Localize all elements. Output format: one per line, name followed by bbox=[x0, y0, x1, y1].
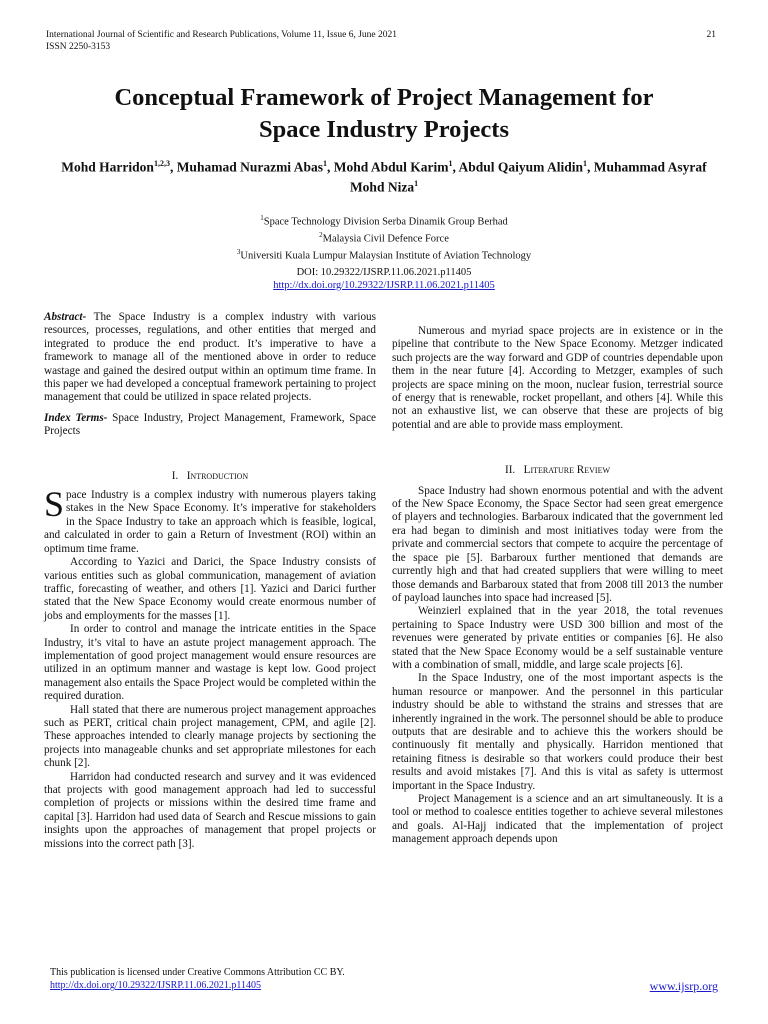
intro-paragraph-1 bbox=[44, 484, 376, 556]
paper-title bbox=[40, 82, 728, 146]
author-affil-mark: 1 bbox=[448, 159, 453, 168]
footer-doi-link[interactable]: http://dx.doi.org/10.29322/IJSRP.11.06.2021.p11405 bbox=[50, 980, 262, 991]
author-name: , Muhamad Nurazmi Abas bbox=[169, 159, 323, 175]
affil-mark: 1 bbox=[260, 214, 264, 222]
journal-website-link[interactable]: www.ijsrp.org bbox=[649, 979, 718, 993]
intro-paragraph-4: Hall stated that there are numerous project management approaches such as PERT, critical chain project management, CPM, and agile [2]. These approaches intended to clearly manage projects by sectioning the projects into manageable chunks and set appropriate milestones for each chunk [2]. bbox=[44, 703, 376, 770]
drop-cap: S bbox=[44, 484, 65, 525]
affil-text: Space Technology Division Serba Dinamik Group Berhad bbox=[263, 216, 508, 228]
author-name: Mohd Harridon bbox=[61, 159, 154, 175]
title-line-1: Conceptual Framework of Project Management for bbox=[114, 84, 654, 111]
author-affil-mark: 1 bbox=[322, 159, 327, 168]
intro-paragraph-5: Harridon had conducted research and survey and it was evidenced that projects with good management approach had led to successful completion of projects or missions within the desired time frame and capital [3]. Harridon had used data of Search and Rescue missions to gain insights upon the approaches of management that propel projects or missions into the correct path [3]. bbox=[44, 770, 376, 850]
affiliation-3 bbox=[46, 246, 722, 263]
doi-text: DOI: 10.29322/IJSRP.11.06.2021.p11405 bbox=[296, 267, 472, 278]
page-number: 21 bbox=[706, 30, 716, 40]
section-heading-literature-review bbox=[392, 464, 723, 477]
affiliation-2 bbox=[46, 229, 722, 246]
page-footer bbox=[50, 966, 718, 992]
affil-text: Malaysia Civil Defence Force bbox=[322, 233, 449, 245]
section-number: II. bbox=[504, 464, 516, 477]
index-terms bbox=[44, 412, 376, 439]
author-name: , Muhammad Asyraf Mohd Niza bbox=[349, 159, 707, 194]
right-column bbox=[392, 325, 723, 847]
lit-paragraph-4: Project Management is a science and an art simultaneously. It is a tool or method to coalesce entities together to achieve several milestones and goals. Al-Hajj indicated that the implementation of project management approach depends upon bbox=[392, 793, 723, 846]
section-number: I. bbox=[171, 469, 179, 482]
author-name: , Mohd Abdul Karim bbox=[326, 159, 449, 175]
section-title: Literature Review bbox=[523, 464, 611, 477]
author-affil-mark: 1 bbox=[583, 159, 588, 168]
license-text: This publication is licensed under Creative Commons Attribution CC BY. bbox=[50, 967, 345, 978]
affil-mark: 3 bbox=[236, 248, 241, 256]
author-affil-mark: 1,2,3 bbox=[153, 159, 170, 168]
running-header bbox=[46, 29, 716, 53]
abstract bbox=[44, 311, 376, 405]
doi-block bbox=[46, 266, 722, 292]
right-intro-paragraph: Numerous and myriad space projects are in existence or in the pipeline that contribute to the New Space Economy. Metzger indicated such projects are the way forward and GDP of countries dependable upon them in the near future [4]. According to Metzger, examples of such projects are space mining on the moon, nuclear fusion, terrestrial source of energy that is renewable, rocket propellant, and others [4]. While this not an exhaustive list, we can observe that these are projects of big potential and are able to provide mass employment. bbox=[392, 325, 723, 431]
affil-text: Universiti Kuala Lumpur Malaysian Institute of Aviation Technology bbox=[240, 250, 532, 262]
intro-paragraph-3: In order to control and manage the intricate entities in the Space Industry, it’s vital to have an astute project management approach. The implementation of good project management would ensure resources are utilized in an optimum manner and wastage is kept low. Good project management also entails the Space Project would be completed within the required duration. bbox=[44, 623, 376, 703]
intro-paragraph-2: According to Yazici and Darici, the Space Industry consists of various entities such as global communication, management of aviation traffic, forecasting of weather, and others [1]. Yazici and Darici further stated that the New Space Economy would create enormous number of jobs and employments for the masses [1]. bbox=[44, 556, 376, 622]
affiliations bbox=[46, 212, 722, 263]
doi-link[interactable]: http://dx.doi.org/10.29322/IJSRP.11.06.2021.p11405 bbox=[273, 280, 495, 291]
abstract-text: The Space Industry is a complex industry with various resources, processes, regulations, and other entities that merged and integrated to produce the end product. It’s imperative to have a framework to manage all of the mentioned above in order to reduce wastage and gained the desired output within an optimum time frame. In this paper we had developed a conceptual framework pertaining to project management that could be utilized in space related projects. bbox=[44, 311, 376, 404]
lit-paragraph-1: Space Industry had shown enormous potential and with the advent of the New Space Economy, the Space Sector had seen great emergence of players and technologies. Barbaroux indicated that the government led era had began to diminish and most initiatives today were from the private and commercial sectors that compete to acquire the percentage of the space pie [5]. Barbaroux further mentioned that demands are currently high and that had created suppliers that were willing to meet those demands and Barbaroux stated that from 2008 till 2013 the number of payload launches into space had increased [5]. bbox=[392, 484, 723, 604]
index-terms-text: Space Industry, Project Management, Framework, Space Projects bbox=[44, 411, 376, 438]
author-list bbox=[46, 156, 722, 195]
title-line-2: Space Industry Projects bbox=[259, 116, 509, 143]
section-title: Introduction bbox=[186, 469, 249, 482]
author-affil-mark: 1 bbox=[414, 178, 419, 188]
left-column bbox=[44, 311, 376, 851]
paragraph-text: pace Industry is a complex industry with numerous players taking stakes in the New Space Economy. It’s imperative for stakeholders in the Space Industry to take an approach which is feasible, logical, and calculated in order to gain a Return of Investment (ROI) within an optimum time frame. bbox=[44, 489, 376, 555]
index-terms-label: Index Terms- bbox=[44, 411, 108, 424]
lit-paragraph-2: Weinzierl explained that in the year 2018, the total revenues pertaining to Space Industry were USD 300 billion and most of the revenues were generated by private entities or companies [6]. He also stated that the New Space Economy would be a self sustainable venture with a combination of small, middle, and large scale projects [6]. bbox=[392, 605, 723, 671]
section-heading-introduction bbox=[44, 470, 376, 483]
author-name: , Abdul Qaiyum Alidin bbox=[452, 159, 584, 175]
affil-mark: 2 bbox=[319, 231, 323, 239]
journal-citation: International Journal of Scientific and Research Publications, Volume 11, Issue 6, June 2021 bbox=[46, 30, 397, 40]
issn: ISSN 2250-3153 bbox=[46, 42, 111, 52]
affiliation-1 bbox=[46, 212, 722, 229]
lit-paragraph-3: In the Space Industry, one of the most important aspects is the human resource or manpower. And the personnel in this particular industry should be able to withstand the strains and stresses that are inherently ingrained in the work. The personnel should be able to produce outputs that are desirable and to achieve this the workers should be continuously fit mentally and physically. Harridon mentioned that retaining fitness is desirable so that workers could produce their best results and avoid mistakes [7]. And this is vital as safety is uttermost important in the Space Industry. bbox=[392, 672, 723, 792]
abstract-label: Abstract- bbox=[44, 311, 87, 323]
